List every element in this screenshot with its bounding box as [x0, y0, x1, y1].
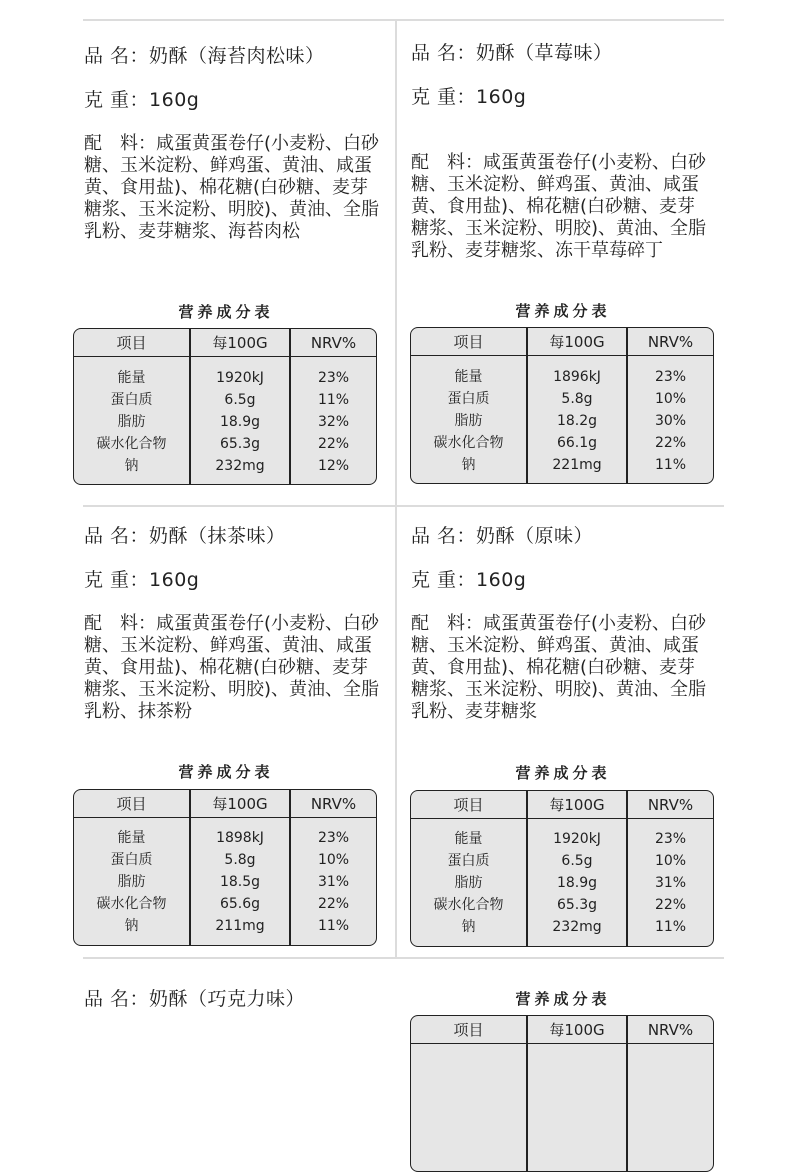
- column-header-item: 项目: [453, 796, 484, 814]
- column-header-item: 项目: [453, 333, 484, 351]
- nutrient-value: 1898kJ: [216, 830, 264, 846]
- nutrient-value: 18.9g: [219, 414, 261, 430]
- column-header-per100g: 每100G: [212, 334, 268, 352]
- nutrient-nrv: 31%: [654, 875, 687, 891]
- product-panel: [411, 525, 711, 723]
- divider-vertical-1: [395, 21, 397, 505]
- nutrient-nrv: 10%: [654, 391, 687, 407]
- nutrient-label: 能量: [454, 831, 483, 847]
- nutrient-value: 18.2g: [556, 413, 598, 429]
- column-header-item: 项目: [116, 795, 147, 813]
- nutrient-label: 脂肪: [454, 413, 483, 429]
- nutrition-table-title: 营养成分表: [178, 303, 274, 321]
- nutrient-nrv: 22%: [317, 436, 350, 452]
- nutrient-nrv: 23%: [317, 370, 350, 386]
- column-header-per100g: 每100G: [212, 795, 268, 813]
- product-weight-line: 克 重：160g: [411, 569, 527, 591]
- nutrient-value: 65.6g: [219, 896, 261, 912]
- nutrient-value: 65.3g: [219, 436, 261, 452]
- nutrient-value: 232mg: [552, 919, 602, 935]
- nutrient-nrv: 31%: [317, 874, 350, 890]
- divider-middle: [83, 505, 724, 507]
- product-weight-line: 克 重：160g: [84, 89, 200, 111]
- nutrient-nrv: 22%: [317, 896, 350, 912]
- product-panel: [84, 525, 384, 723]
- nutrient-nrv: 11%: [317, 918, 350, 934]
- divider-top: [83, 19, 724, 21]
- nutrient-label: 碳水化合物: [96, 436, 167, 452]
- divider-vertical-2: [395, 507, 397, 957]
- product-panel: [84, 45, 384, 243]
- nutrient-value: 6.5g: [224, 392, 256, 408]
- nutrient-label: 钠: [124, 458, 139, 474]
- product-ingredients: 配 料：咸蛋黄蛋卷仔(小麦粉、白砂糖、玉米淀粉、鲜鸡蛋、黄油、咸蛋黄、食用盐)、棉花糖(白砂糖、麦芽糖浆、玉米淀粉、明胶)、黄油、全脂乳粉、抹茶粉: [84, 613, 380, 722]
- nutrition-table-title: 营养成分表: [515, 764, 611, 782]
- nutrient-nrv: 30%: [654, 413, 687, 429]
- nutrient-value: 65.3g: [556, 897, 598, 913]
- divider-bottom: [83, 957, 724, 959]
- nutrient-value: 66.1g: [556, 435, 598, 451]
- nutrient-label: 蛋白质: [110, 392, 153, 408]
- nutrition-table: [73, 789, 377, 946]
- nutrient-value: 1920kJ: [216, 370, 264, 386]
- nutrient-label: 碳水化合物: [96, 896, 167, 912]
- product-name-line: 品 名：奶酥（海苔肉松味）: [84, 45, 325, 67]
- column-header-item: 项目: [453, 1021, 484, 1039]
- nutrient-value: 6.5g: [561, 853, 593, 869]
- nutrient-label: 脂肪: [117, 414, 146, 430]
- nutrient-label: 脂肪: [454, 875, 483, 891]
- column-header-nrv: NRV%: [647, 796, 694, 814]
- nutrient-nrv: 10%: [654, 853, 687, 869]
- nutrient-nrv: 22%: [654, 897, 687, 913]
- column-header-nrv: NRV%: [647, 333, 694, 351]
- product-name-line: 品 名：奶酥（原味）: [411, 525, 594, 547]
- nutrient-label: 能量: [117, 370, 146, 386]
- nutrient-label: 碳水化合物: [433, 897, 504, 913]
- nutrient-nrv: 11%: [317, 392, 350, 408]
- nutrient-nrv: 23%: [654, 369, 687, 385]
- nutrient-value: 1896kJ: [553, 369, 601, 385]
- product-name-line: 品 名：奶酥（巧克力味）: [84, 988, 306, 1010]
- column-header-per100g: 每100G: [549, 333, 605, 351]
- product-ingredients: 配 料：咸蛋黄蛋卷仔(小麦粉、白砂糖、玉米淀粉、鲜鸡蛋、黄油、咸蛋黄、食用盐)、棉花糖(白砂糖、麦芽糖浆、玉米淀粉、明胶)、黄油、全脂乳粉、麦芽糖浆: [411, 613, 707, 722]
- nutrient-label: 碳水化合物: [433, 435, 504, 451]
- nutrient-label: 蛋白质: [447, 391, 490, 407]
- column-header-item: 项目: [116, 334, 147, 352]
- column-header-nrv: NRV%: [310, 334, 357, 352]
- product-panel: [84, 988, 384, 1010]
- nutrition-table: [410, 327, 714, 484]
- product-name-line: 品 名：奶酥（草莓味）: [411, 42, 613, 64]
- product-weight-line: 克 重：160g: [411, 86, 527, 108]
- nutrient-value: 221mg: [552, 457, 602, 473]
- nutrition-table: [73, 328, 377, 485]
- nutrition-table-title: 营养成分表: [178, 763, 274, 781]
- nutrient-nrv: 11%: [654, 919, 687, 935]
- nutrient-nrv: 10%: [317, 852, 350, 868]
- nutrition-table: [410, 1015, 714, 1172]
- column-header-nrv: NRV%: [647, 1021, 694, 1039]
- nutrient-label: 蛋白质: [110, 852, 153, 868]
- nutrient-label: 钠: [461, 919, 476, 935]
- nutrient-nrv: 11%: [654, 457, 687, 473]
- nutrient-nrv: 32%: [317, 414, 350, 430]
- product-weight-line: 克 重：160g: [84, 569, 200, 591]
- nutrition-table-title: 营养成分表: [515, 990, 611, 1008]
- nutrition-table: [410, 790, 714, 947]
- nutrient-label: 脂肪: [117, 874, 146, 890]
- nutrient-value: 5.8g: [224, 852, 256, 868]
- nutrient-label: 能量: [454, 369, 483, 385]
- column-header-per100g: 每100G: [549, 796, 605, 814]
- nutrient-value: 18.9g: [556, 875, 598, 891]
- column-header-per100g: 每100G: [549, 1021, 605, 1039]
- nutrient-value: 232mg: [215, 458, 265, 474]
- nutrient-nrv: 12%: [317, 458, 350, 474]
- nutrient-nrv: 22%: [654, 435, 687, 451]
- nutrient-label: 钠: [461, 457, 476, 473]
- nutrient-value: 5.8g: [561, 391, 593, 407]
- product-ingredients: 配 料：咸蛋黄蛋卷仔(小麦粉、白砂糖、玉米淀粉、鲜鸡蛋、黄油、咸蛋黄、食用盐)、棉花糖(白砂糖、麦芽糖浆、玉米淀粉、明胶)、黄油、全脂乳粉、麦芽糖浆、冻干草莓碎丁: [411, 152, 707, 261]
- product-ingredients: 配 料：咸蛋黄蛋卷仔(小麦粉、白砂糖、玉米淀粉、鲜鸡蛋、黄油、咸蛋黄、食用盐)、棉花糖(白砂糖、麦芽糖浆、玉米淀粉、明胶)、黄油、全脂乳粉、麦芽糖浆、海苔肉松: [84, 133, 380, 242]
- nutrient-label: 能量: [117, 830, 146, 846]
- nutrient-value: 18.5g: [219, 874, 261, 890]
- nutrient-nrv: 23%: [317, 830, 350, 846]
- product-panel: [411, 42, 711, 262]
- product-name-line: 品 名：奶酥（抹茶味）: [84, 525, 286, 547]
- nutrient-value: 211mg: [215, 918, 265, 934]
- nutrient-label: 钠: [124, 918, 139, 934]
- column-header-nrv: NRV%: [310, 795, 357, 813]
- nutrition-table-title: 营养成分表: [515, 302, 611, 320]
- nutrient-value: 1920kJ: [553, 831, 601, 847]
- nutrient-label: 蛋白质: [447, 853, 490, 869]
- nutrient-nrv: 23%: [654, 831, 687, 847]
